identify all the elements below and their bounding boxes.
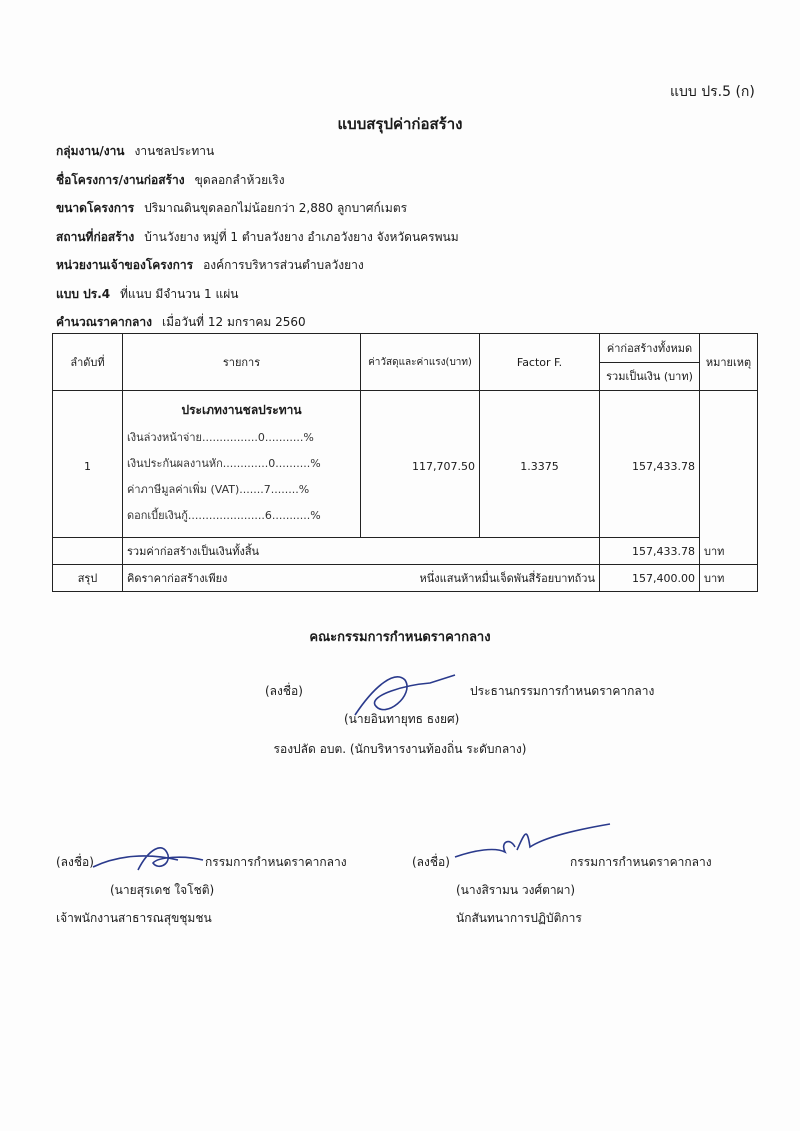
info-label: หน่วยงานเจ้าของโครงการ (56, 258, 194, 272)
summary-text: คิดราคาก่อสร้างเพียง (123, 565, 361, 592)
row-cost: 117,707.50 (361, 391, 480, 538)
row-note (700, 391, 758, 565)
header-item: รายการ (123, 334, 361, 391)
info-size (56, 199, 407, 218)
header-seq: ลำดับที่ (53, 334, 123, 391)
subtotal-value: 157,433.78 (600, 538, 700, 565)
row-seq: 1 (53, 391, 123, 538)
member2-role: กรรมการกำหนดราคากลาง (570, 855, 712, 869)
row-total: 157,433.78 (600, 391, 700, 538)
cost-summary-table (52, 333, 758, 592)
member2-sign-prefix: (ลงชื่อ) (412, 855, 450, 869)
header-note: หมายเหตุ (700, 334, 758, 391)
summary-words: หนึ่งแสนห้าหมื่นเจ็ดพันสี่ร้อยบาทถ้วน (361, 565, 600, 592)
sub-item-advance: เงินล่วงหน้าจ่าย................0...........% (127, 431, 314, 444)
summary-row (53, 565, 758, 592)
table-row (53, 391, 758, 538)
info-label: ชื่อโครงการ/งานก่อสร้าง (56, 173, 185, 187)
sub-item-vat: ค่าภาษีมูลค่าเพิ่ม (VAT).......7........% (127, 483, 310, 496)
header-total-top: ค่าก่อสร้างทั้งหมด (600, 334, 700, 363)
subtotal-row (53, 538, 758, 565)
member2-position: นักสันทนาการปฏิบัติการ (456, 911, 582, 925)
info-calc-date (56, 313, 306, 332)
sub-item-interest: ดอกเบี้ยเงินกู้......................6...........% (127, 509, 321, 522)
member1-role: กรรมการกำหนดราคากลาง (205, 855, 347, 869)
member1-sign-prefix: (ลงชื่อ) (56, 855, 94, 869)
subtotal-label: รวมค่าก่อสร้างเป็นเงินทั้งสิ้น (123, 538, 600, 565)
info-value: องค์การบริหารส่วนตำบลวังยาง (203, 258, 364, 272)
member1-name: (นายสุรเดช ใจโชติ) (110, 883, 215, 897)
header-factor: Factor F. (480, 334, 600, 391)
info-label: สถานที่ก่อสร้าง (56, 230, 135, 244)
subtotal-unit: บาท (704, 545, 725, 558)
member1-signature (88, 835, 208, 880)
info-value: ขุดลอกลำห้วยเริง (194, 173, 285, 187)
chair-role: ประธานกรรมการกำหนดราคากลาง (470, 684, 655, 698)
info-division (56, 142, 214, 161)
sub-item-guarantee: เงินประกันผลงานหัก.............0..........% (127, 457, 321, 470)
info-value: ที่แนบ มีจำนวน 1 แผ่น (120, 287, 239, 301)
header-cost: ค่าวัสดุและค่าแรง(บาท) (361, 334, 480, 391)
info-label: ขนาดโครงการ (56, 201, 135, 215)
form-code: แบบ ปร.5 (ก) (670, 84, 755, 100)
info-form-ref (56, 285, 238, 304)
summary-unit: บาท (700, 565, 758, 592)
member2-name: (นางสิรามน วงศ์ตาผา) (456, 883, 576, 897)
info-location (56, 228, 459, 247)
info-value: เมื่อวันที่ 12 มกราคม 2560 (162, 315, 306, 329)
document-title: แบบสรุปค่าก่อสร้าง (337, 115, 463, 133)
row-item-title: ประเภทงานชลประทาน (181, 403, 302, 417)
member1-position: เจ้าพนักงานสาธารณสุขชุมชน (56, 911, 212, 925)
summary-value: 157,400.00 (600, 565, 700, 592)
chair-sign-prefix: (ลงชื่อ) (265, 684, 303, 698)
header-total-bottom: รวมเป็นเงิน (บาท) (600, 362, 700, 391)
chair-name: (นายอินทายุทธ ธงยศ) (344, 712, 460, 726)
row-item-cell (123, 391, 361, 538)
row-factor: 1.3375 (480, 391, 600, 538)
info-project (56, 171, 285, 190)
info-label: คำนวณราคากลาง (56, 315, 153, 329)
info-owner (56, 256, 364, 275)
info-label: แบบ ปร.4 (56, 287, 111, 301)
info-value: งานชลประทาน (134, 144, 215, 158)
info-value: ปริมาณดินขุดลอกไม่น้อยกว่า 2,880 ลูกบาศก์เมตร (144, 201, 408, 215)
table-header-row (53, 334, 758, 363)
info-label: กลุ่มงาน/งาน (56, 144, 125, 158)
chair-position: รองปลัด อบต. (นักบริหารงานท้องถิ่น ระดับกลาง) (273, 742, 527, 756)
summary-label: สรุป (53, 565, 123, 592)
info-value: บ้านวังยาง หมู่ที่ 1 ตำบลวังยาง อำเภอวังยาง จังหวัดนครพนม (144, 230, 459, 244)
committee-title: คณะกรรมการกำหนดราคากลาง (309, 630, 491, 645)
